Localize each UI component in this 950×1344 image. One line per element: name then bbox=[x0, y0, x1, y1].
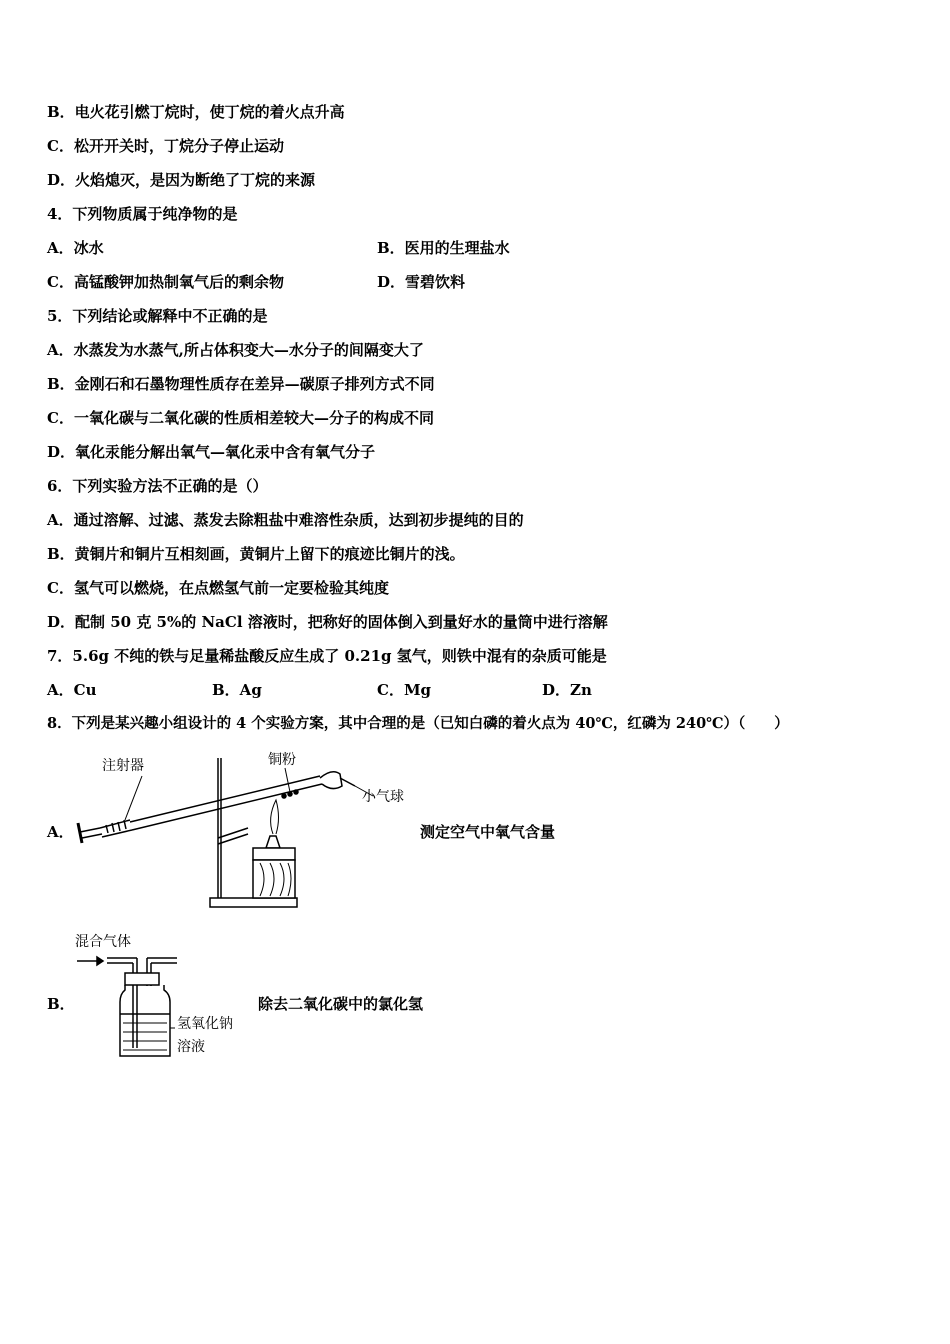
question-4: 4．下列物质属于纯净物的是 bbox=[47, 205, 238, 223]
question-6: 6．下列实验方法不正确的是（） bbox=[47, 477, 268, 495]
option-4a: A．冰水 bbox=[47, 239, 104, 257]
option-8b-description: 除去二氧化碳中的氯化氢 bbox=[258, 995, 424, 1013]
gas-washing-bottle-figure bbox=[75, 928, 260, 1063]
option-7c: C．Mg bbox=[377, 681, 432, 699]
option-6a: A．通过溶解、过滤、蒸发去除粗盐中难溶性杂质，达到初步提纯的目的 bbox=[47, 511, 524, 529]
option-3d: D．火焰熄灭，是因为断绝了丁烷的来源 bbox=[47, 171, 316, 189]
option-3c: C．松开开关时，丁烷分子停止运动 bbox=[47, 137, 284, 155]
option-8b-label: B． bbox=[47, 995, 75, 1013]
option-5a: A．水蒸发为水蒸气,所占体积变大—水分子的间隔变大了 bbox=[47, 341, 424, 359]
syringe-apparatus-figure bbox=[70, 748, 420, 913]
option-4d: D．雪碧饮料 bbox=[377, 273, 466, 291]
option-3b: B．电火花引燃丁烷时，使丁烷的着火点升高 bbox=[47, 103, 345, 121]
copper-powder-label: 铜粉 bbox=[268, 752, 296, 768]
option-4b: B．医用的生理盐水 bbox=[377, 239, 510, 257]
option-8a-label: A． bbox=[47, 823, 74, 841]
option-6d: D．配制 50 克 5%的 NaCl 溶液时，把称好的固体倒入到量好水的量筒中进行溶解 bbox=[47, 613, 608, 631]
option-6c: C．氢气可以燃烧，在点燃氢气前一定要检验其纯度 bbox=[47, 579, 389, 597]
mixed-gas-label: 混合气体 bbox=[75, 934, 131, 950]
option-6b: B．黄铜片和铜片互相刻画，黄铜片上留下的痕迹比铜片的浅。 bbox=[47, 545, 465, 563]
option-5b: B．金刚石和石墨物理性质存在差异—碳原子排列方式不同 bbox=[47, 375, 435, 393]
option-5d: D．氧化汞能分解出氧气—氧化汞中含有氧气分子 bbox=[47, 443, 376, 461]
option-7d: D．Zn bbox=[542, 681, 592, 699]
question-7: 7．5.6g 不纯的铁与足量稀盐酸反应生成了 0.21g 氢气，则铁中混有的杂质可能是 bbox=[47, 647, 607, 665]
option-7a: A．Cu bbox=[47, 681, 97, 699]
option-4c: C．高锰酸钾加热制氧气后的剩余物 bbox=[47, 273, 284, 291]
question-8: 8．下列是某兴趣小组设计的 4 个实验方案，其中合理的是（已知白磷的着火点为 40℃，红磷为 240℃）（ ） bbox=[47, 715, 789, 732]
option-7b: B．Ag bbox=[212, 681, 262, 699]
naoh-label-line1: 氢氧化钠 bbox=[177, 1016, 233, 1032]
naoh-label-line2: 溶液 bbox=[177, 1039, 205, 1055]
question-5: 5．下列结论或解释中不正确的是 bbox=[47, 307, 268, 325]
option-5c: C．一氧化碳与二氧化碳的性质相差较大—分子的构成不同 bbox=[47, 409, 434, 427]
option-8a-description: 测定空气中氧气含量 bbox=[420, 823, 556, 841]
syringe-label: 注射器 bbox=[102, 758, 144, 774]
balloon-label: 小气球 bbox=[362, 789, 404, 805]
